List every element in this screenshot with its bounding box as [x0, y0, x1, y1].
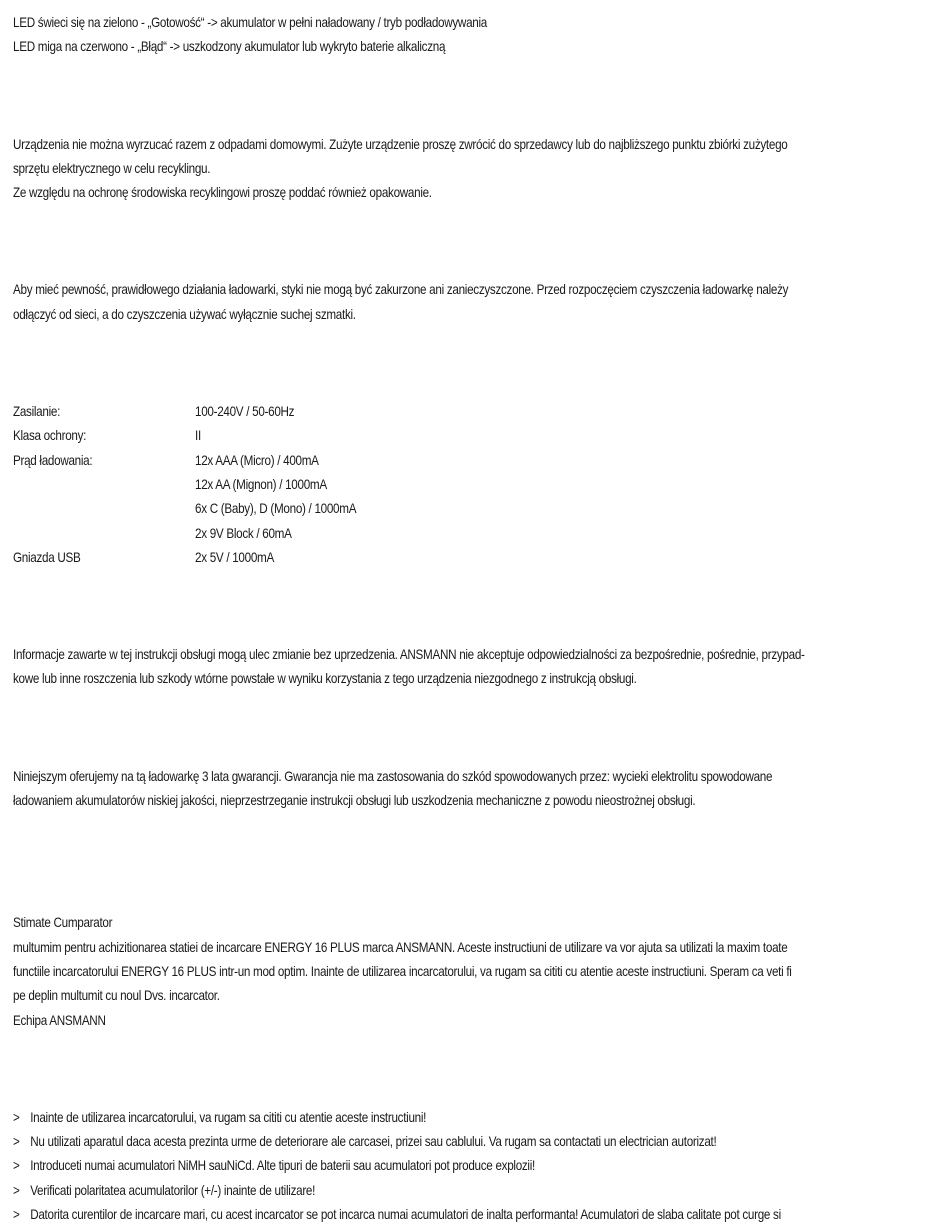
intro-line: functiile incarcatorului ENERGY 16 PLUS intr-un mod optim. Inainte de utilizarea incarcatorului, va rugam sa cititi cu atentie aceste instructiuni. Speram ca veti fi [13, 963, 792, 979]
list-item-text: Nu utilizati aparatul daca acesta prezinta urme de deteriorare ale carcasei, prizei sau cablului. Va rugam sa contactati un electrician autorizat! [30, 1134, 717, 1150]
intro-line: multumim pentru achizitionarea statiei de incarcare ENERGY 16 PLUS marca ANSMANN. Aceste instructiuni de utilizare va vor ajuta sa utilizati la maxim toate [13, 939, 788, 955]
warranty-section [13, 765, 943, 814]
spec-row-class [13, 424, 943, 448]
spec-value: 2x 5V / 1000mA [195, 549, 274, 565]
document-page [13, 11, 943, 1227]
spec-value: II [195, 428, 201, 444]
bullet-marker: > [13, 1134, 20, 1150]
intro-line: pe deplin multumit cu noul Dvs. incarcator. [13, 988, 220, 1004]
led-red-line: LED miga na czerwono - „Błąd“ -> uszkodzony akumulator lub wykryto baterie alkaliczną [13, 39, 446, 55]
spec-value: 100-240V / 50-60Hz [195, 404, 295, 420]
list-item [13, 1203, 950, 1227]
spec-label: Prąd ładowania: [13, 452, 93, 468]
disclaimer-section [13, 643, 943, 692]
bullet-marker: > [13, 1182, 20, 1198]
signature: Echipa ANSMANN [13, 1012, 106, 1028]
spec-row-current-cont [13, 497, 943, 521]
disposal-line: Urządzenia nie można wyrzucać razem z odpadami domowymi. Zużyte urządzenie proszę zwrócić do sprzedawcy lub do najbliższego punktu zbiórki zużytego [13, 136, 788, 152]
spec-value: 12x AA (Mignon) / 1000mA [195, 476, 327, 492]
spec-row-usb [13, 546, 943, 570]
list-item [13, 1106, 950, 1130]
spec-value: 2x 9V Block / 60mA [195, 525, 292, 541]
romanian-intro-section [13, 911, 943, 1032]
disclaimer-line: Informacje zawarte w tej instrukcji obsługi mogą ulec zmianie bez uprzedzenia. ANSMANN nie akceptuje odpowiedzialności za bezpośrednie, pośrednie, przypad- [13, 647, 805, 663]
disposal-section [13, 133, 943, 206]
spec-label: Zasilanie: [13, 404, 61, 420]
list-item-text: Verificati polaritatea acumulatorilor (+/-) inainte de utilizare! [30, 1182, 316, 1198]
spec-row-current-cont [13, 473, 943, 497]
romanian-safety-list [13, 1106, 943, 1227]
spec-row-supply [13, 400, 943, 424]
maintenance-line: Aby mieć pewność, prawidłowego działania ładowarki, styki nie mogą być zakurzone ani zanieczyszczone. Przed rozpoczęciem czyszczenia ładowarkę należy [13, 282, 789, 298]
disposal-line: Ze względu na ochronę środowiska recyklingowi proszę poddać również opakowanie. [13, 185, 432, 201]
led-status-section [13, 11, 943, 60]
bullet-marker: > [13, 1109, 20, 1125]
list-item [13, 1130, 950, 1154]
disclaimer-line: kowe lub inne roszczenia lub szkody wtórne powstałe w wyniku korzystania z tego urządzenia niezgodnego z instrukcją obsługi. [13, 671, 637, 687]
list-item-text: Datorita curentilor de incarcare mari, cu acest incarcator se pot incarca numai acumulatori de inalta performanta! Acumulatori de slaba calitate pot curge si [30, 1207, 781, 1223]
maintenance-line: odłączyć od sieci, a do czyszczenia używać wyłącznie suchej szmatki. [13, 306, 356, 322]
maintenance-section [13, 278, 943, 327]
specs-table [13, 400, 943, 570]
list-item [13, 1154, 950, 1178]
greeting: Stimate Cumparator [13, 915, 113, 931]
bullet-marker: > [13, 1207, 20, 1223]
warranty-line: Niniejszym oferujemy na tą ładowarkę 3 lata gwarancji. Gwarancja nie ma zastosowania do szkód spowodowanych przez: wycieki elektrolitu spowodowane [13, 768, 773, 784]
spec-value: 12x AAA (Micro) / 400mA [195, 452, 319, 468]
list-item [13, 1179, 950, 1203]
led-green-line: LED świeci się na zielono - „Gotowość“ -> akumulator w pełni naładowany / tryb podładowywania [13, 15, 487, 30]
spec-label: Gniazda USB [13, 549, 81, 565]
disposal-line: sprzętu elektrycznego w celu recyklingu. [13, 160, 211, 176]
spec-row-current [13, 449, 943, 473]
spec-label: Klasa ochrony: [13, 428, 87, 444]
list-item-text: Introduceti numai acumulatori NiMH sauNiCd. Alte tipuri de baterii sau acumulatori pot produce explozii! [30, 1158, 535, 1174]
spec-value: 6x C (Baby), D (Mono) / 1000mA [195, 501, 357, 517]
bullet-marker: > [13, 1158, 20, 1174]
spec-row-current-cont [13, 522, 943, 546]
warranty-line: ładowaniem akumulatorów niskiej jakości, nieprzestrzeganie instrukcji obsługi lub uszkodzenia mechaniczne z powodu nieostrożnej obsługi. [13, 793, 696, 809]
list-item-text: Inainte de utilizarea incarcatorului, va rugam sa cititi cu atentie aceste instructiuni! [30, 1109, 427, 1125]
